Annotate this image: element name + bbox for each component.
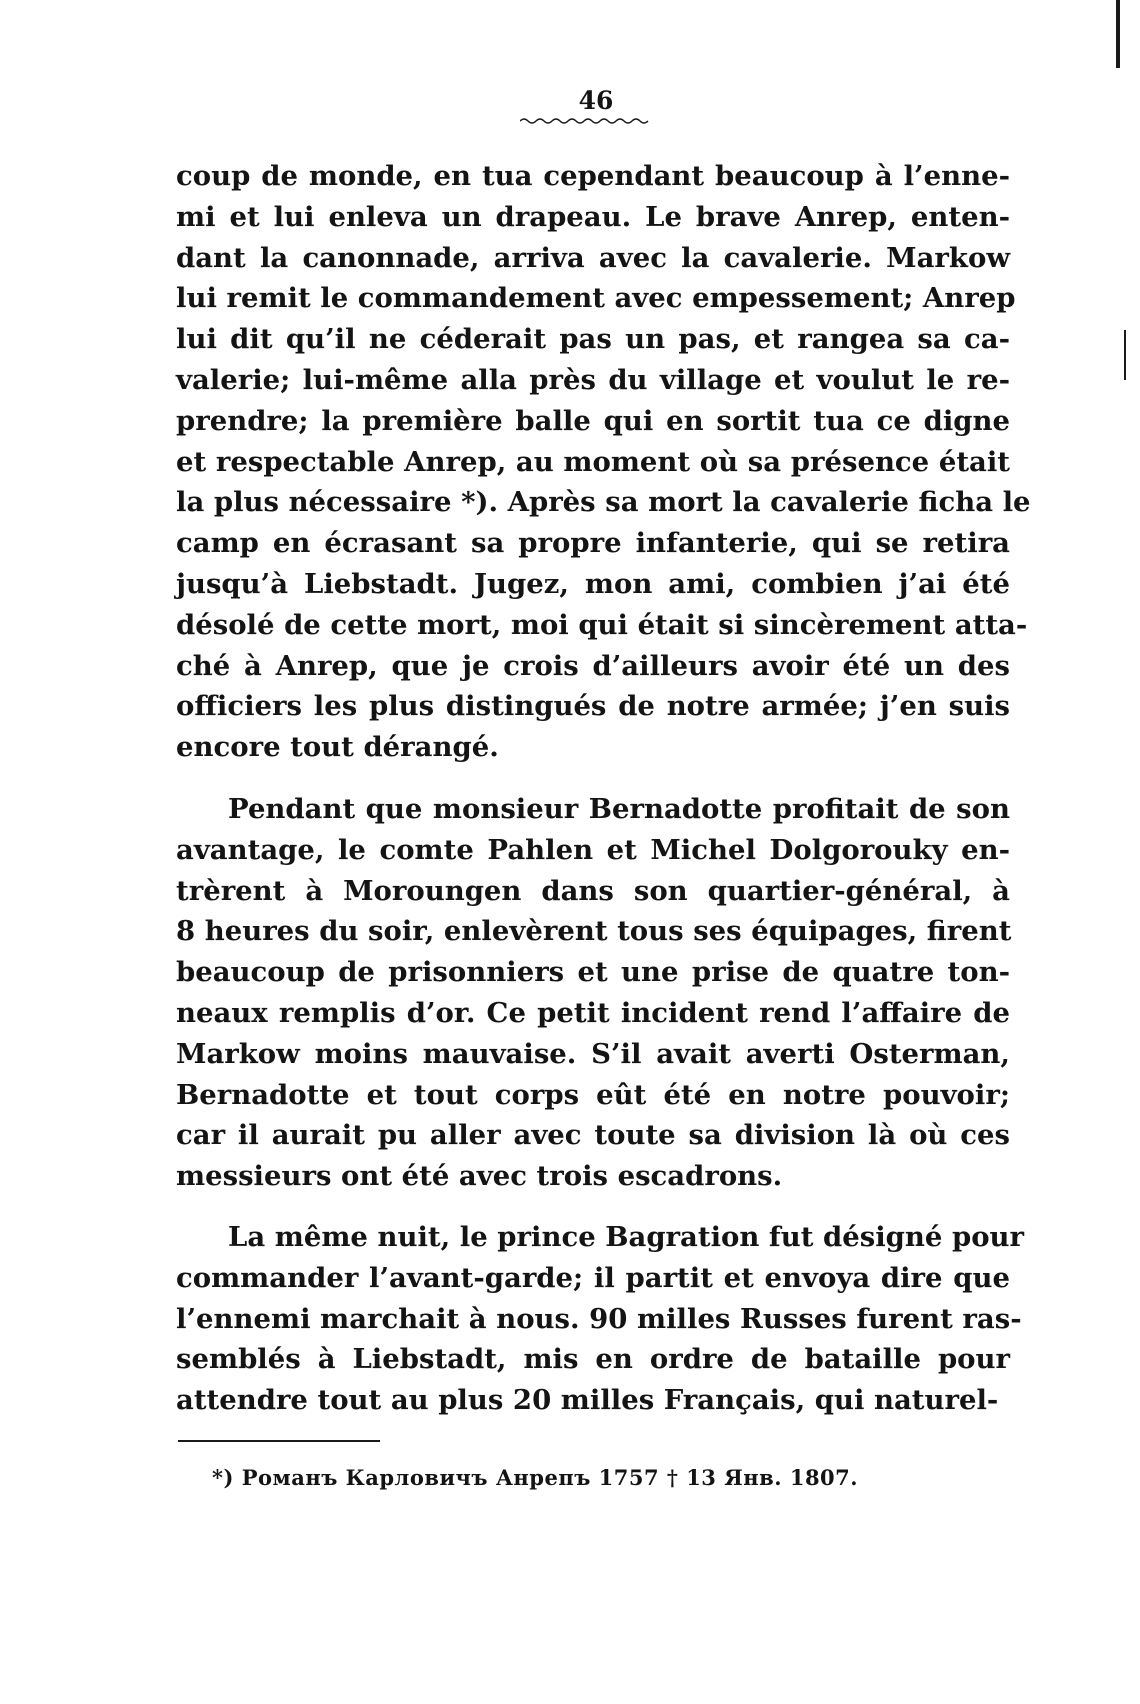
text-line: 8 heures du soir, enlevèrent tous ses équipages, firent [176, 915, 1012, 948]
text-line: beaucoup de prisonniers et une prise de quatre ton- [176, 956, 1010, 989]
text-line: La même nuit, le prince Bagration fut désigné pour [228, 1221, 1025, 1253]
text-line: désolé de cette mort, moi qui était si sincèrement atta- [176, 608, 1028, 641]
text-line: commander l’avant-garde; il partit et envoya dire que [176, 1261, 1010, 1294]
text-line: lui dit qu’il ne céderait pas un pas, et rangea sa ca- [176, 323, 1010, 356]
footnote-divider [178, 1440, 380, 1442]
text-line: semblés à Liebstadt, mis en ordre de bataille pour [176, 1343, 1010, 1376]
text-line: Pendant que monsieur Bernadotte profitait de son [228, 793, 1010, 825]
text-line: valerie; lui-même alla près du village et voulut le re- [176, 363, 1010, 396]
text-line: avantage, le comte Pahlen et Michel Dolgorouky en- [176, 833, 1010, 866]
footnote: *) Романъ Карловичъ Анрепъ 1757 † 13 Янв. 1807. [212, 1465, 859, 1490]
text-line: l’ennemi marchait à nous. 90 milles Russes furent ras- [176, 1302, 1022, 1335]
text-line: camp en écrasant sa propre infanterie, qui se retira [176, 527, 1010, 560]
text-line: encore tout dérangé. [176, 731, 499, 764]
text-line: prendre; la première balle qui en sortit tua ce digne [176, 404, 1010, 437]
text-line: car il aurait pu aller avec toute sa division là où ces [176, 1119, 1010, 1152]
text-line: la plus nécessaire *). Après sa mort la cavalerie ficha le [176, 486, 1031, 519]
paragraph-2 [176, 789, 1010, 1197]
text-line: dant la canonnade, arriva avec la cavalerie. Markow [176, 241, 1010, 274]
text-line: messieurs ont été avec trois escadrons. [176, 1160, 783, 1193]
text-line: attendre tout au plus 20 milles Français, qui naturel- [176, 1384, 999, 1417]
text-line: lui remit le commandement avec empessement; Anrep [176, 282, 1016, 315]
text-line: coup de monde, en tua cependant beaucoup à l’enne- [176, 160, 1010, 192]
text-line: neaux remplis d’or. Ce petit incident rend l’affaire de [176, 996, 1010, 1029]
text-line: mi et lui enleva un drapeau. Le brave Anrep, enten- [176, 200, 1010, 233]
paragraph-3 [176, 1217, 1025, 1421]
paragraph-1 [176, 156, 1031, 768]
text-line: Bernadotte et tout corps eût été en notre pouvoir; [176, 1078, 1010, 1111]
text-line: jusqu’à Liebstadt. Jugez, mon ami, combien j’ai été [176, 567, 1010, 600]
text-line: ché à Anrep, que je crois d’ailleurs avoir été un des [176, 649, 1010, 682]
scan-edge-mark-middle [1124, 330, 1126, 380]
scan-edge-mark-top [1116, 0, 1120, 68]
text-line: officiers les plus distingués de notre armée; j’en suis [176, 690, 1010, 723]
text-line: Markow moins mauvaise. S’il avait averti Osterman, [176, 1037, 1010, 1070]
page-number: 46 [578, 86, 614, 115]
text-line: et respectable Anrep, au moment où sa présence était [176, 445, 1010, 478]
text-line: trèrent à Moroungen dans son quartier-général, à [176, 874, 1010, 907]
page-number-ornament [520, 117, 650, 125]
